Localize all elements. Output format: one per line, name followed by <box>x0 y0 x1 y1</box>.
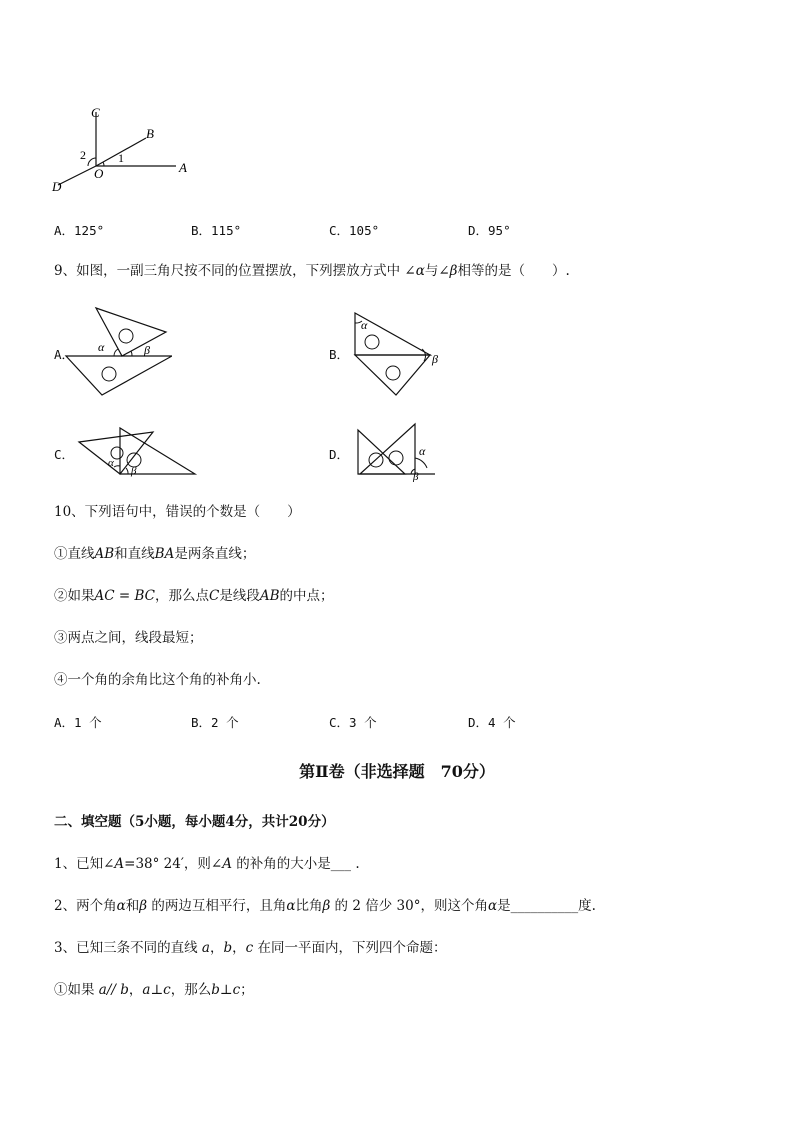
q9-option-d-figure <box>355 422 440 482</box>
fill-question-3-proposition-1: ①如果 a// b，a⊥c，那么b⊥c； <box>54 982 254 998</box>
alpha-label: α <box>419 444 426 458</box>
section-2-heading: 二、填空题（5小题，每小题4分，共计20分） <box>54 814 335 830</box>
q10-statement-3: ③两点之间，线段最短； <box>54 630 203 646</box>
label-angle-1: 1 <box>118 151 124 165</box>
q9-option-b-figure <box>350 305 450 400</box>
label-A: A <box>179 160 187 175</box>
q10-option-d: D．4 个 <box>468 715 516 730</box>
q10-statement-2: ②如果AC = BC，那么点C是线段AB的中点； <box>54 588 334 604</box>
beta-label: β <box>413 471 419 482</box>
beta-label: β <box>144 343 150 357</box>
label-B: B <box>146 126 154 141</box>
q8-option-a: A．125° <box>54 223 105 238</box>
q9-option-a-figure <box>62 300 172 400</box>
q10-statement-4: ④一个角的余角比这个角的补角小. <box>54 672 261 688</box>
fill-question-3: 3、已知三条不同的直线 a，b，c 在同一平面内，下列四个命题： <box>54 940 447 956</box>
q9-stem: 9、如图，一副三角尺按不同的位置摆放，下列摆放方式中 ∠α与∠β相等的是（ ）. <box>54 263 570 279</box>
angle-figure-q8 <box>48 100 198 195</box>
q10-stem: 10、下列语句中，错误的个数是（ ） <box>54 504 301 520</box>
label-C: C <box>91 105 100 120</box>
q10-option-c: C．3 个 <box>329 715 377 730</box>
q9-option-c-figure <box>75 422 200 482</box>
alpha-label: α <box>361 318 368 332</box>
q9-option-b-label: B． <box>329 347 350 362</box>
q9-option-c-label: C． <box>54 447 75 462</box>
fill-question-1: 1、已知∠A=38° 24′，则∠A 的补角的大小是___ . <box>54 856 360 872</box>
alpha-label: α <box>98 340 105 354</box>
beta-label: β <box>131 465 137 477</box>
q10-statement-1: ①直线AB和直线BA是两条直线； <box>54 546 256 562</box>
label-angle-2: 2 <box>80 148 86 162</box>
q10-option-b: B．2 个 <box>191 715 239 730</box>
q10-option-a: A．1 个 <box>54 715 102 730</box>
q8-option-c: C．105° <box>329 223 380 238</box>
label-D: D <box>52 179 62 194</box>
alpha-label: α <box>108 457 114 469</box>
label-O: O <box>94 166 104 181</box>
part-2-title: 第Ⅱ卷（非选择题 70分） <box>299 762 495 781</box>
q8-option-d: D．95° <box>468 223 511 238</box>
fill-question-2: 2、两个角α和β 的两边互相平行，且角α比角β 的 2 倍少 30°，则这个角α是__________度. <box>54 898 596 914</box>
q9-option-a-label: A． <box>54 347 75 362</box>
beta-label: β <box>432 352 438 366</box>
q8-option-b: B．115° <box>191 223 242 238</box>
q9-option-d-label: D． <box>329 447 350 462</box>
